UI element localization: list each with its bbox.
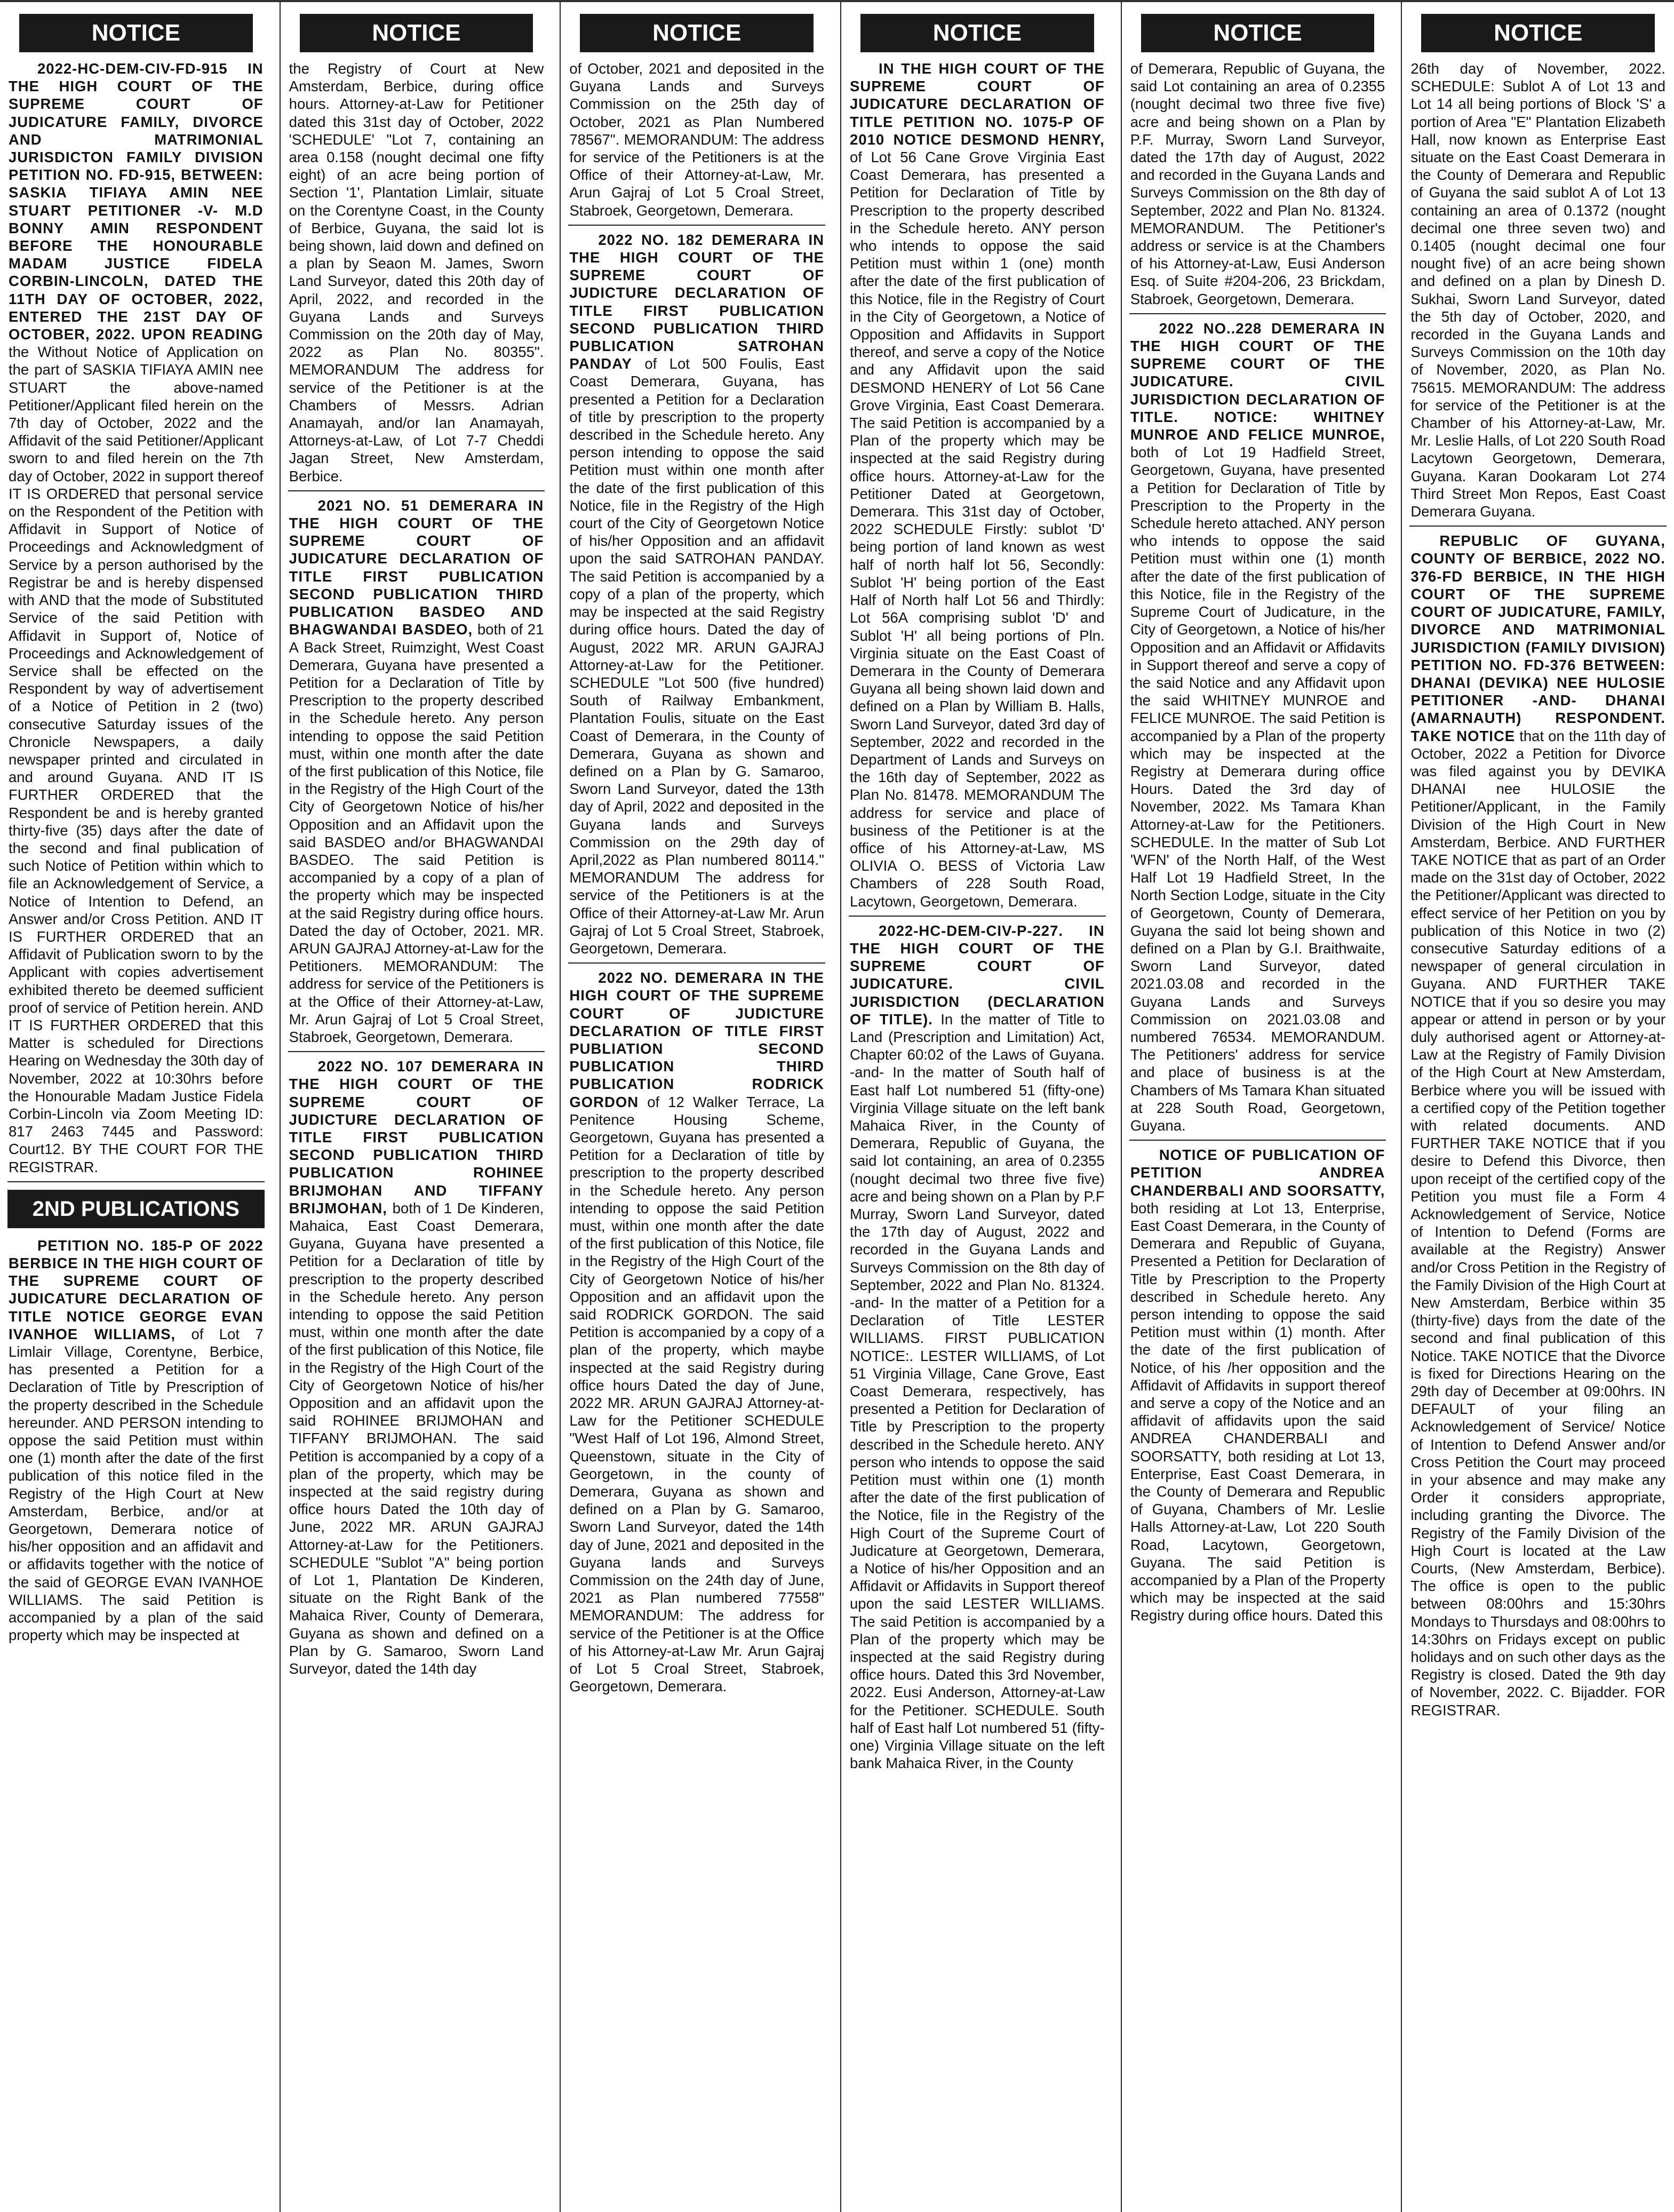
notice-header: NOTICE <box>300 14 533 52</box>
notice-heading: 2022 NO..228 DEMERARA IN THE HIGH COURT OF THE SUPREME COURT OF THE JUDICATURE. CIVIL JURISDICTION DECLARATION OF TITLE. NOTICE: WHITNEY MUNROE AND FELICE MUNROE, <box>1130 320 1385 443</box>
notice-rodrick-gordon <box>568 969 825 1700</box>
notice-body: of Demerara, Republic of Guyana, the said Lot containing an area of 0.2355 (nought decimal two three five five) acre and being shown on a Plan by P.F. Murray, Sworn Land Surveyor, dated the 17th day of August, 2022 and recorded in the Guyana Lands and Surveys Commission on the 8th day of September, 2022 and Plan No. 81324. MEMORANDUM. The Petitioner's address or service is at the Chambers of his Attorney-at-Law, Eusi Anderson Esq. of Suite #204-206, 23 Brickdam, Stabroek, Georgetown, Demerara. <box>1130 60 1385 307</box>
notice-fd-376 <box>1409 532 1667 1724</box>
notice-p-227 <box>849 922 1106 1778</box>
notice-body: of 12 Walker Terrace, La Penitence Housing Scheme, Georgetown, Guyana has presented a Petition for a Declaration of title by prescription to the property described in the Schedule hereto. Any person intending to oppose the said Petition must, within one month after the date of the first publication of this Notice, file in the Registry of the High Court of the City of Georgetown Notice of his/her Opposition and an affidavit upon the said RODRICK GORDON. The said Petition is accompanied by a copy of a plan of the property, which maybe inspected at the said Registry during office hours Dated the day of June, 2022 MR. ARUN GAJRAJ Attorney-at-Law for the Petitioner SCHEDULE "West Half of Lot 196, Almond Street, Queenstown, situate in the City of Georgetown, in the county of Demerara, Guyana as shown and defined on a Plan by G. Samaroo, Sworn Land Surveyor, dated the 14th day of June, 2021 and deposited in the Guyana lands and Surveys Commission on the 24th day of June, 2021 as Plan numbered 77558" MEMORANDUM: The address for service of the Petitioner is at the Office of his Attorney-at-Law Mr. Arun Gajraj of Lot 5 Croal Street, Stabroek, Georgetown, Demerara. <box>569 1093 825 1695</box>
notice-heading: PETITION NO. 185-P OF 2022 BERBICE IN THE HIGH COURT OF THE SUPREME COURT OF JUDICATURE DECLARATION OF TITLE NOTICE GEORGE EVAN IVANHOE WILLIAMS, <box>9 1237 264 1342</box>
notice-fd-915 <box>7 60 265 1182</box>
notice-header: NOTICE <box>580 14 814 52</box>
column-5 <box>1121 0 1386 2212</box>
notice-header: NOTICE <box>1141 14 1375 52</box>
notice-body: of October, 2021 and deposited in the Guyana Lands and Surveys Commission on the 25th day of October, 2021 as Plan Numbered 78567". MEMORANDUM: The address for service of the Petitioners is at the Office of their Attorney-at-Law, Mr. Arun Gajraj of Lot 5 Croal Street, Stabroek, Georgetown, Demerara. <box>569 60 825 219</box>
column-4 <box>840 0 1106 2212</box>
notice-header: NOTICE <box>860 14 1094 52</box>
second-publications-header: 2ND PUBLICATIONS <box>7 1190 265 1228</box>
notice-andrea-chanderbali <box>1129 1146 1386 1629</box>
notice-body: both residing at Lot 13, Enterprise, East Coast Demerara, in the County of Demerara and Republic of Guyana, Presented a Petition for Declaration of Title by Prescription to the Property described in Schedule hereto. Any person intending to oppose the said Petition must within (1) month. After the date of the first publication of Notice, of his /her opposition and the Affidavit of Affidavits in support thereof and serve a copy of the Notice and an affidavit of affidavits upon the said ANDREA CHANDERBALI and SOORSATTY, both residing at Lot 13, Enterprise, East Coast Demerara, in the County of Demerara and Republic of Guyana, Chambers of Mr. Leslie Halls Attorney-at-Law, Lot 220 South Road, Lacytown, Georgetown, Guyana. The said Petition is accompanied by a Plan of the Property which may be inspected at the said Registry during office hours. Dated this <box>1130 1199 1385 1624</box>
notice-header: NOTICE <box>1421 14 1655 52</box>
notice-2022-no-107 <box>288 1057 545 1683</box>
notice-continuation <box>1409 60 1667 527</box>
notice-body: of Lot 56 Cane Grove Virginia East Coast Demerara, has presented a Petition for Declaration of Title by Prescription to the property described in the Schedule hereto. ANY person who intends to oppose the said Petition must within 1 (one) month after the date of the first publication of this Notice, file in the Registry of Court in the City of Georgetown, a Notice of Opposition and Affidavits in Support thereof, and serve a copy of the Notice and any Affidavit upon the said DESMOND HENERY of Lot 56 Cane Grove Virginia, East Coast Demerara. The said Petition is accompanied by a Plan of the property which may be inspected at the said Registry during office hours. Attorney-at-Law for the Petitioner Dated at Georgetown, Demerara. This 31st day of October, 2022 SCHEDULE Firstly: sublot 'D' being portion of land known as west half of north half lot 56, Secondly: Sublot 'H' being portion of the East Half of North half Lot 56 and Thirdly: Lot 56A comprising sublot 'D' and Sublot 'H' all being portions of Pln. Virginia situate on the East Coast of Demerara in the County of Demerara Guyana all being shown laid down and defined on a Plan by William B. Halls, Sworn Land Surveyor, dated 3rd day of September, 2022 and recorded in the Department of Lands and Surveys on the 16th day of September, 2022 as Plan No. 81478. MEMORANDUM The address for service and place of business of the Petitioner is at the office of his Attorney-at-Law, MS OLIVIA O. BESS of Victoria Law Chambers of 228 South Road, Lacytown, Georgetown, Demerara. <box>850 149 1105 910</box>
column-1 <box>7 0 265 2212</box>
notice-heading: NOTICE OF PUBLICATION OF PETITION ANDREA CHANDERBALI AND SOORSATTY, <box>1130 1147 1385 1199</box>
notice-continuation <box>288 60 545 491</box>
notice-body: the Without Notice of Application on the part of SASKIA TIFIAYA AMIN nee STUART the above-named Petitioner/Applicant filed herein on the 7th day of October, 2022 and the Affidavit of the said Petitioner/Applicant sworn to and filed herein on the 7th day of October, 2022 in support thereof IT IS ORDERED that personal service on the Respondent of the Petition with Affidavit in Support of Notice of Proceedings and Acknowledgment of Service by a person authorised by the Registrar be and is hereby dispensed with AND that the mode of Substituted Service of the said Petition with Affidavit in Support of, Notice of Proceedings and Acknowledgement of Service shall be effected on the Respondent by way of advertisement of a Notice of Petition in 2 (two) consecutive Saturday issues of the Chronicle Newspapers, a daily newspaper printed and circulated in and around Guyana. AND IT IS FURTHER ORDERED that the Respondent be and is hereby granted thirty-five (35) days after the date of the second and final publication of such Notice of Petition within which to file an Acknowledgement of Service, a Notice of Intention to Defend, an Answer and/or Cross Petition. AND IT IS FURTHER ORDERED that an Affidavit of Publication sworn to by the Applicant with copies advertisement exhibited thereto be deemed sufficient proof of service of Petition herein. AND IT IS FURTHER ORDERED that this Matter is scheduled for Directions Hearing on Wednesday the 30th day of November, 2022 at 10:30hrs before the Honourable Madam Justice Fidela Corbin-Lincoln via Zoom Meeting ID: 817 2463 7445 and Password: Court12. BY THE COURT FOR THE REGISTRAR. <box>9 344 264 1175</box>
notice-heading: 2022-HC-DEM-CIV-FD-915 IN THE HIGH COURT OF THE SUPREME COURT OF JUDICATURE FAMILY, DIVORCE AND MATRIMONIAL JURISDICTON FAMILY DIVISION PETITION NO. FD-915, BETWEEN: SASKIA TIFIAYA AMIN NEE STUART PETITIONER -V- M.D BONNY AMIN RESPONDENT BEFORE THE HONOURABLE MADAM JUSTICE FIDELA CORBIN-LINCOLN, DATED THE 11TH DAY OF OCTOBER, 2022, ENTERED THE 21ST DAY OF OCTOBER, 2022. UPON READING <box>9 60 264 343</box>
notice-heading: IN THE HIGH COURT OF THE SUPREME COURT OF JUDICATURE DECLARATION OF TITLE PETITION NO. 1075-P OF 2010 NOTICE DESMOND HENRY, <box>850 60 1105 148</box>
notice-body: of Lot 500 Foulis, East Coast Demerara, Guyana, has presented a Petition for a Declaration of title by prescription to the property described in the Schedule hereto. Any person intending to oppose the said Petition must within one month after the date of the first publication of this Notice, file in the Registry of the High court of the City of Georgetown Notice of his/her Opposition and an affidavit upon the said SATROHAN PANDAY. The said Petition is accompanied by a copy of a plan of the property, which may be inspected at the said Registry during office hours. Dated the day of August, 2022 MR. ARUN GAJRAJ Attorney-at-Law for the Petitioner. SCHEDULE "Lot 500 (five hundred) South of Railway Embankment, Plantation Foulis, situate on the East Coast of Demerara, in the County of Demerara, Guyana as shown and defined on a Plan by G. Samaroo, Sworn Land Surveyor, dated the 13th day of April, 2022 and deposited in the Guyana lands and Surveys Commission on the 29th day of April,2022 as Plan numbered 80114." MEMORANDUM The address for service of the Petitioners is at the Office of their Attorney-at-Law Mr. Arun Gajraj of Lot 5 Croal Street, Stabroek, Georgetown, Demerara. <box>569 355 825 957</box>
notice-body: both of 21 A Back Street, Ruimzight, West Coast Demerara, Guyana have presented a Petition for a Declaration of Title by Prescription to the property described in the Schedule hereto. Any person intending to oppose the said Petition must, within one month after the date of the first publication of this Notice, file in the Registry of the High Court of the City of Georgetown Notice of his/her Opposition and an Affidavit upon the said BASDEO and/or BHAGWANDAI BASDEO. The said Petition is accompanied by a copy of a plan of the property which may be inspected at the said Registry during office hours. Dated the day of October, 2021. MR. ARUN GAJRAJ Attorney-at-Law for the Petitioners. MEMORANDUM: The address for service of the Petitioners is at the Office of their Attorney-at-Law, Mr. Arun Gajraj of Lot 5 Croal Street, Stabroek, Georgetown, Demerara. <box>289 621 544 1045</box>
notice-continuation <box>568 60 825 226</box>
notice-2021-no-51 <box>288 497 545 1052</box>
top-rule <box>0 0 1674 2</box>
notice-continuation <box>1129 60 1386 314</box>
column-6 <box>1401 0 1667 2212</box>
notice-2022-no-228 <box>1129 320 1386 1141</box>
notice-2022-no-182 <box>568 231 825 964</box>
notice-heading: 2022 NO. 182 DEMERARA IN THE HIGH COURT OF THE SUPREME COURT OF JUDICTURE DECLARATION OF TITLE FIRST PUBLICATION SECOND PUBLICATION THIRD PUBLICATION SATROHAN PANDAY <box>569 231 825 372</box>
notice-heading: 2022 NO. 107 DEMERARA IN THE HIGH COURT OF THE SUPREME COURT OF JUDICTURE DECLARATION OF TITLE FIRST PUBLICATION SECOND PUBLICATION THIRD PUBLICATION ROHINEE BRIJMOHAN AND TIFFANY BRIJMOHAN, <box>289 1058 544 1216</box>
notice-body: both of 1 De Kinderen, Mahaica, East Coast Demerara, Guyana, Guyana have presented a Petition for a Declaration of title by prescription to the property described in the Schedule hereto. Any person intending to oppose the said Petition must, within one month after the date of the first publication of this Notice, file in the Registry of the High Court of the City of Georgetown Notice of his/her Opposition and an affidavit upon the said ROHINEE BRIJMOHAN and TIFFANY BRIJMOHAN. The said Petition is accompanied by a copy of a plan of the property, which may be inspected at the said registry during office hours Dated the 10th day of June, 2022 MR. ARUN GAJRAJ Attorney-at-Law for the Petitioners. SCHEDULE "Sublot "A" being portion of Lot 1, Plantation De Kinderen, situate on the Right Bank of the Mahaica River, County of Demerara, Guyana as shown and defined on a Plan by G. Samaroo, Sworn Land Surveyor, dated the 14th day <box>289 1199 544 1677</box>
notice-header: NOTICE <box>19 14 253 52</box>
notice-heading: 2022 NO. DEMERARA IN THE HIGH COURT OF THE SUPREME COURT OF JUDICTURE DECLARATION OF TITLE FIRST PUBLIATION SECOND PUBLICATION THIRD PUBLICATION RODRICK GORDON <box>569 969 825 1110</box>
notice-desmond-henry <box>849 60 1106 917</box>
notice-body: that on the 11th day of October, 2022 a Petition for Divorce was filed against you by DEVIKA DHANAI nee HULOSIE the Petitioner/Applicant, in the Family Division of the High Court in New Amsterdam, Berbice. AND FURTHER TAKE NOTICE that as part of an Order made on the 31st day of October, 2022 the Petitioner/Applicant was directed to effect service of her Petition on you by publication of this Notice in two (2) consecutive Saturday editions of a newspaper of general circulation in Guyana. AND FURTHER TAKE NOTICE that if you so desire you may appear or attend in person or by your duly authorised agent or Attorney-at-Law at the Registry of Family Division of the High Court at New Amsterdam, Berbice where you will be issued with a certified copy of the Petition together with related documents. AND FURTHER TAKE NOTICE that if you desire to Defend this Divorce, then upon receipt of the certified copy of the Petition you must file a Form 4 Acknowledgement of Service, Notice of Intention to Defend (Forms are available at the Registry) Answer and/or Cross Petition in the Registry of the Family Division of the High Court at New Amsterdam, Berbice within 35 (thirty-five) days from the date of the second and final publication of this Notice. TAKE NOTICE that the Divorce is fixed for Directions Hearing on the 29th day of December at 09:00hrs. IN DEFAULT of your filing an Acknowledgement of Service/ Notice of Intention to Defend Answer and/or Cross Petition the Court may proceed in your absence and may make any Order it considers appropriate, including granting the Divorce. The Registry of the Family Division of the High Court is located at the Law Courts, (New Amsterdam, Berbice). The office is open to the public between 08:00hrs and 15:30hrs Mondays to Thursdays and 08:00hrs to 14:30hrs on Fridays except on public holidays and on such other days as the Registry is closed. Dated the 9th day of November, 2022. C. Bijadder. FOR REGISTRAR. <box>1410 727 1666 1718</box>
notice-heading: REPUBLIC OF GUYANA, COUNTY OF BERBICE, 2022 NO. 376-FD BERBICE, IN THE HIGH COURT OF THE SUPREME COURT OF JUDICATURE, FAMILY, DIVORCE AND MATRIMONIAL JURISDICTION (FAMILY DIVISION) PETITION NO. FD-376 BETWEEN: DHANAI (DEVIKA) NEE HULOSIE PETITIONER -AND- DHANAI (AMARNAUTH) RESPONDENT. TAKE NOTICE <box>1410 532 1666 744</box>
column-3 <box>560 0 825 2212</box>
notice-body: In the matter of Title to Land (Prescription and Limitation) Act, Chapter 60:02 of the Laws of Guyana. -and- In the matter of South half of East half Lot numbered 51 (fifty-one) Virginia Village situate on the left bank Mahaica River, in the County of Demerara, Republic of Guyana, the said lot containing, an area of 0.2355 (nought decimal two three five five) acre and being shown on a Plan by P.F Murray, Sworn Land Surveyor, dated the 17th day of August, 2022 and recorded in the Guyana Lands and Surveys Commission on the 8th day of September, 2022 and Plan No. 81324. -and- In the matter of a Petition for a Declaration of Title LESTER WILLIAMS. FIRST PUBLICATION NOTICE:. LESTER WILLIAMS, of Lot 51 Virginia Village, Cane Grove, East Coast Demerara, respectively, has presented a Petition for Declaration of Title by Prescription to the property described in the Schedule hereto. ANY person who intends to oppose the said Petition must within one (1) month after the date of the first publication of the Notice, file in the Registry of the High Court of the Supreme Court of Judicature at Georgetown, Demerara, a Notice of his/her Opposition and an Affidavit or Affidavits in Support thereof upon the said LESTER WILLIAMS. The said Petition is accompanied by a Plan of the property which may be inspected at the said Registry during office hours. Dated this 3rd November, 2022. Eusi Anderson, Attorney-at-Law for the Petitioner. SCHEDULE. South half of East half Lot numbered 51 (fifty-one) Virginia Village situate on the left bank Mahaica River, in the County <box>850 1010 1105 1772</box>
notice-body: both of Lot 19 Hadfield Street, Georgetown, Guyana, have presented a Petition for Declaration of Title by Prescription to the Property in the Schedule hereto attached. ANY person who intends to oppose the said Petition must within one (1) month after the date of the first publication of this Notice, file in the Registry of the Supreme Court of Judicature, in the City of Georgetown, a Notice of his/her Opposition and an Affidavit or Affidavits in Support thereof and serve a copy of the said Notice and any Affidavit upon the said WHITNEY MUNROE and FELICE MUNROE. The said Petition is accompanied by a Plan of the property which may be inspected at the Registry at Demerara during office Hours. Dated the 3rd day of November, 2022. Ms Tamara Khan Attorney-at-Law for the Petitioners. SCHEDULE. In the matter of Sub Lot 'WFN' of the North Half, of the West Half Lot 19 Hadfield Street, In the North Section Lodge, situate in the City of Georgetown, County of Demerara, Guyana the said lot being shown and defined on a Plan by G.I. Braithwaite, Sworn Land Surveyor, dated 2021.03.08 and recorded in the Guyana Lands and Surveys Commission on 2021.03.08 and numbered 76534. MEMORANDUM. The Petitioners' address for service and place of business is at the Chambers of Ms Tamara Khan situated at 228 South Road, Georgetown, Guyana. <box>1130 444 1385 1134</box>
notice-heading: 2022-HC-DEM-CIV-P-227. IN THE HIGH COURT OF THE SUPREME COURT OF JUDICATURE. CIVIL JURISDICTION (DECLARATION OF TITLE). <box>850 922 1105 1028</box>
notice-body: the Registry of Court at New Amsterdam, Berbice, during office hours. Attorney-at-Law for Petitioner dated this 31st day of October, 2022 'SCHEDULE' "Lot 7, containing an area 0.158 (nought decimal one fifty eight) of an acre being portion of Section '1', Plantation Limlair, situate on the Corentyne Coast, in the County of Berbice, Guyana, the said lot is being shown, laid down and defined on a plan by Seaon M. James, Sworn Land Surveyor, dated this 20th day of April, 2022, and recorded in the Guyana Lands and Surveys Commission on the 20th day of May, 2022 as Plan No. 80355". MEMORANDUM The address for service of the Petitioner is at the Chambers of Messrs. Adrian Anamayah, and/or Ian Anamayah, Attorneys-at-Law, of Lot 7-7 Cheddi Jagan Street, New Amsterdam, Berbice. <box>289 60 544 484</box>
notice-body: of Lot 7 Limlair Village, Corentyne, Berbice, has presented a Petition for a Declaration of Title by Prescription of the property described in the Schedule hereunder. AND PERSON intending to oppose the said Petition must within one (1) month after the date of the first publication of this notice filed in the Registry of the High Court at New Amsterdam, Berbice, and/or at Georgetown, Demerara notice of his/her opposition and an affidavit and or affidavits together with the notice of the said of GEORGE EVAN IVANHOE WILLIAMS. The said Petition is accompanied by a plan of the said property which may be inspected at <box>9 1325 264 1644</box>
notice-petition-185 <box>7 1237 265 1650</box>
column-2 <box>280 0 545 2212</box>
notice-heading: 2021 NO. 51 DEMERARA IN THE HIGH COURT OF THE SUPREME COURT OF JUDICATURE DECLARATION OF TITLE FIRST PUBLICATION SECOND PUBLICATION THIRD PUBLICATION BASDEO AND BHAGWANDAI BASDEO, <box>289 497 544 638</box>
notice-body: 26th day of November, 2022. SCHEDULE: Sublot A of Lot 13 and Lot 14 all being portions of Block 'S' a portion of Area "E" Plantation Elizabeth Hall, now known as Enterprise East situate on the East Coast Demerara in the County of Demerara and Republic of Guyana the said sublot A of Lot 13 containing an area of 0.1372 (nought decimal one three seven two) and 0.1405 (nought decimal one four nought five) of an acre being shown and defined on a plan by Dinesh D. Sukhai, Sworn Land Surveyor, dated the 5th day of October, 2020, and recorded in the Guyana Lands and Surveys Commission on the 10th day of November, 2020, as Plan No. 75615. MEMORANDUM: The address for service of the Petitioner is at the Chamber of his Attorney-at-Law, Mr. Mr. Leslie Halls, of Lot 220 South Road Lacytown Georgetown, Demerara, Guyana. Karan Dookaram Lot 274 Third Street Mon Repos, East Coast Demerara Guyana. <box>1410 60 1666 520</box>
